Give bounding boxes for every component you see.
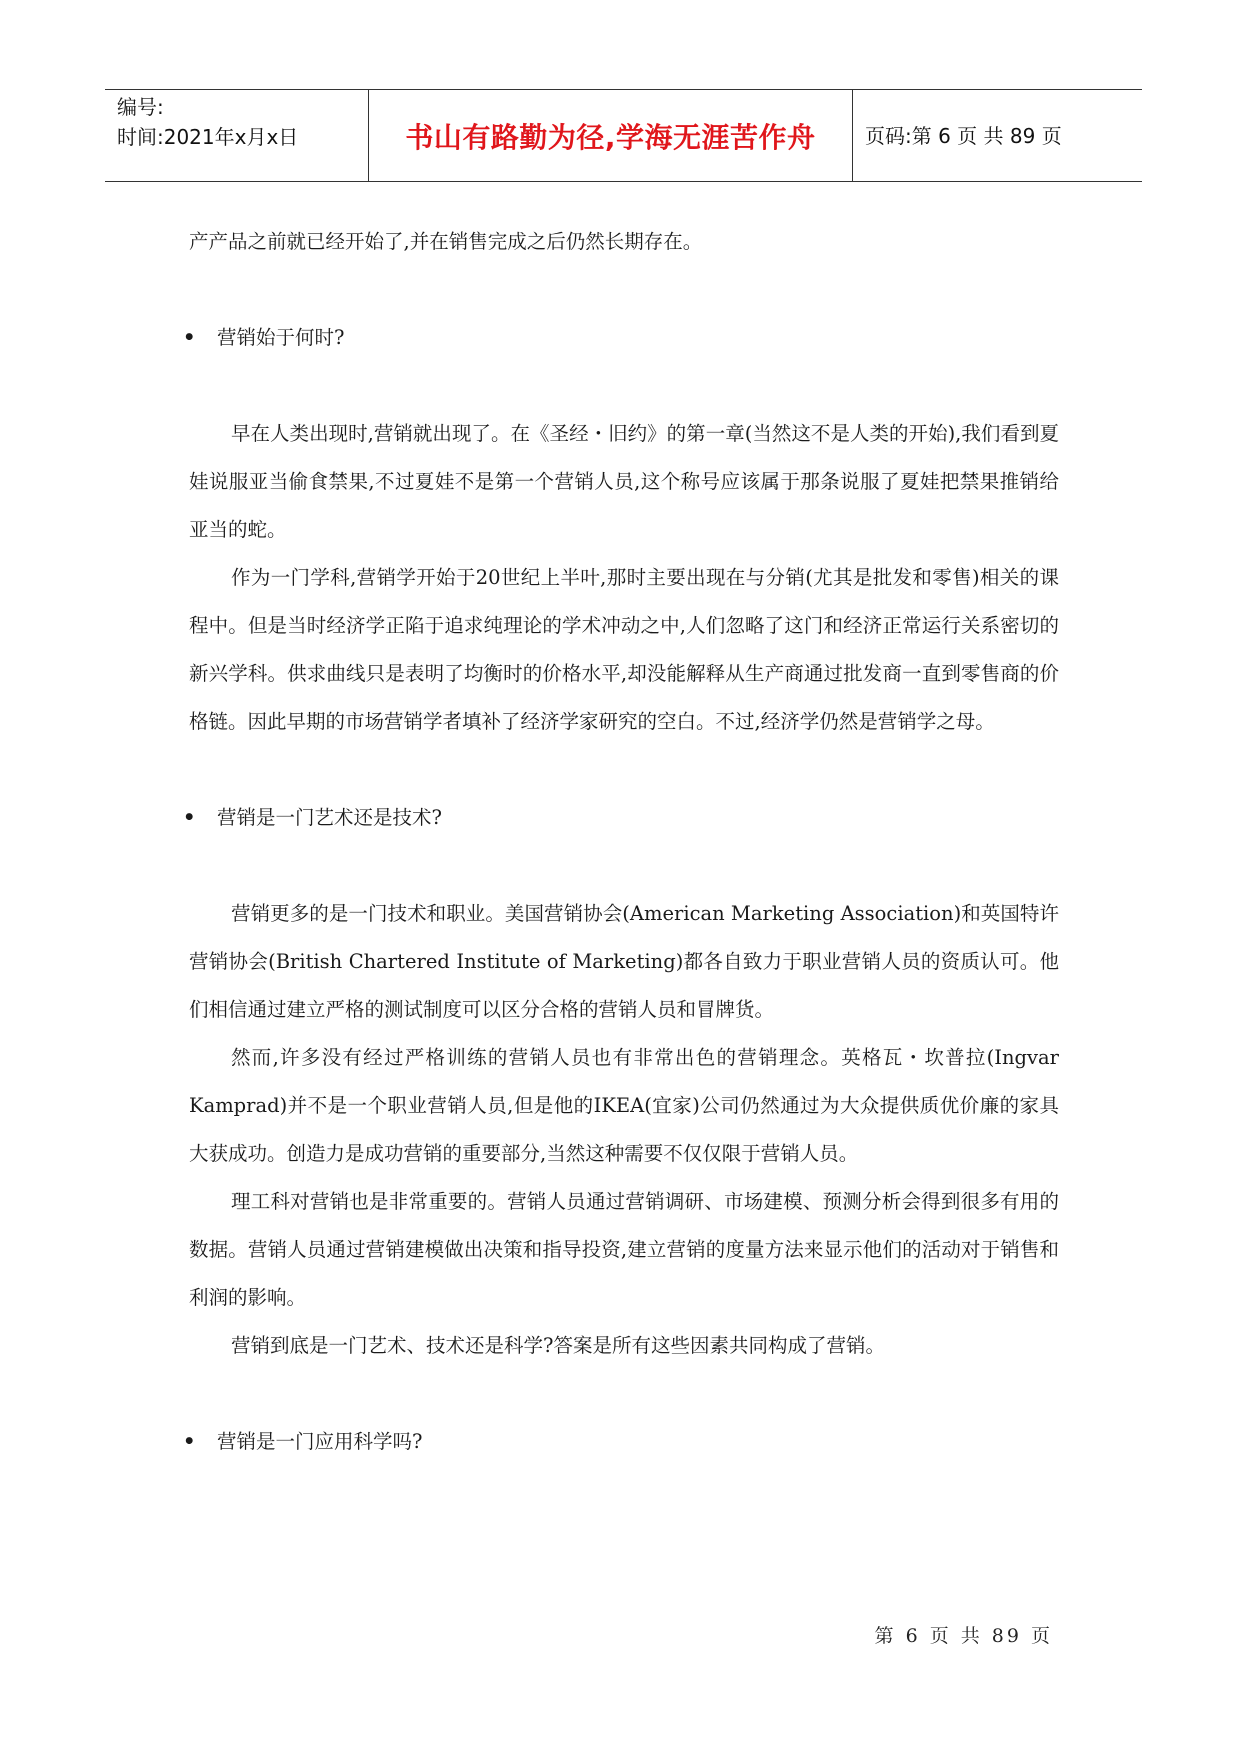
paragraph: 理工科对营销也是非常重要的。营销人员通过营销调研、市场建模、预测分析会得到很多有用的数据。营销人员通过营销建模做出决策和指导投资,建立营销的度量方法来显示他们的活动对于销售和利润的影响。 <box>189 1190 1059 1309</box>
header-page-cell <box>853 90 1142 181</box>
bullet-heading-text: 营销是一门应用科学吗? <box>217 1430 423 1453</box>
page-header <box>105 89 1142 182</box>
document-time-label: 时间:2021年x月x日 <box>117 125 299 149</box>
bullet-heading-text: 营销是一门艺术还是技术? <box>217 806 442 829</box>
paragraph: 营销更多的是一门技术和职业。美国营销协会(American Marketing Association)和英国特许营销协会(British Chartered Institute of Marketing)都各自致力于职业营销人员的资质认可。他们相信通过建立严格的测试制度可以区分合格的营销人员和冒牌货。 <box>189 902 1059 1021</box>
bullet-heading-science <box>183 1418 1053 1466</box>
document-number-label: 编号: <box>117 95 164 119</box>
paragraph: 然而,许多没有经过严格训练的营销人员也有非常出色的营销理念。英格瓦・坎普拉(Ingvar Kamprad)并不是一个职业营销人员,但是他的IKEA(宜家)公司仍然通过为大众提供质优价廉的家具大获成功。创造力是成功营销的重要部分,当然这种需要不仅仅限于营销人员。 <box>189 1046 1059 1165</box>
paragraph: 营销到底是一门艺术、技术还是科学?答案是所有这些因素共同构成了营销。 <box>231 1334 885 1357</box>
paragraph-continuation: 产产品之前就已经开始了,并在销售完成之后仍然长期存在。 <box>189 230 703 253</box>
page-footer-number: 第 6 页 共 89 页 <box>874 1625 1053 1647</box>
document-body <box>183 218 1059 1466</box>
bullet-icon: • <box>183 1430 196 1453</box>
bullet-icon: • <box>183 326 196 349</box>
bullet-heading-text: 营销始于何时? <box>217 326 345 349</box>
bullet-heading-when <box>183 314 1053 362</box>
header-motto-cell <box>369 90 853 181</box>
paragraph: 作为一门学科,营销学开始于20世纪上半叶,那时主要出现在与分销(尤其是批发和零售)相关的课程中。但是当时经济学正陷于追求纯理论的学术冲动之中,人们忽略了这门和经济正常运行关系密切的新兴学科。供求曲线只是表明了均衡时的价格水平,却没能解释从生产商通过批发商一直到零售商的价格链。因此早期的市场营销学者填补了经济学家研究的空白。不过,经济学仍然是营销学之母。 <box>189 566 1059 733</box>
header-motto: 书山有路勤为径,学海无涯苦作舟 <box>405 121 816 154</box>
header-info-cell <box>105 90 369 181</box>
header-page-code: 页码:第 6 页 共 89 页 <box>865 124 1062 148</box>
bullet-icon: • <box>183 806 196 829</box>
paragraph: 早在人类出现时,营销就出现了。在《圣经・旧约》的第一章(当然这不是人类的开始),我们看到夏娃说服亚当偷食禁果,不过夏娃不是第一个营销人员,这个称号应该属于那条说服了夏娃把禁果推销给亚当的蛇。 <box>189 422 1059 541</box>
bullet-heading-art <box>183 794 1053 842</box>
